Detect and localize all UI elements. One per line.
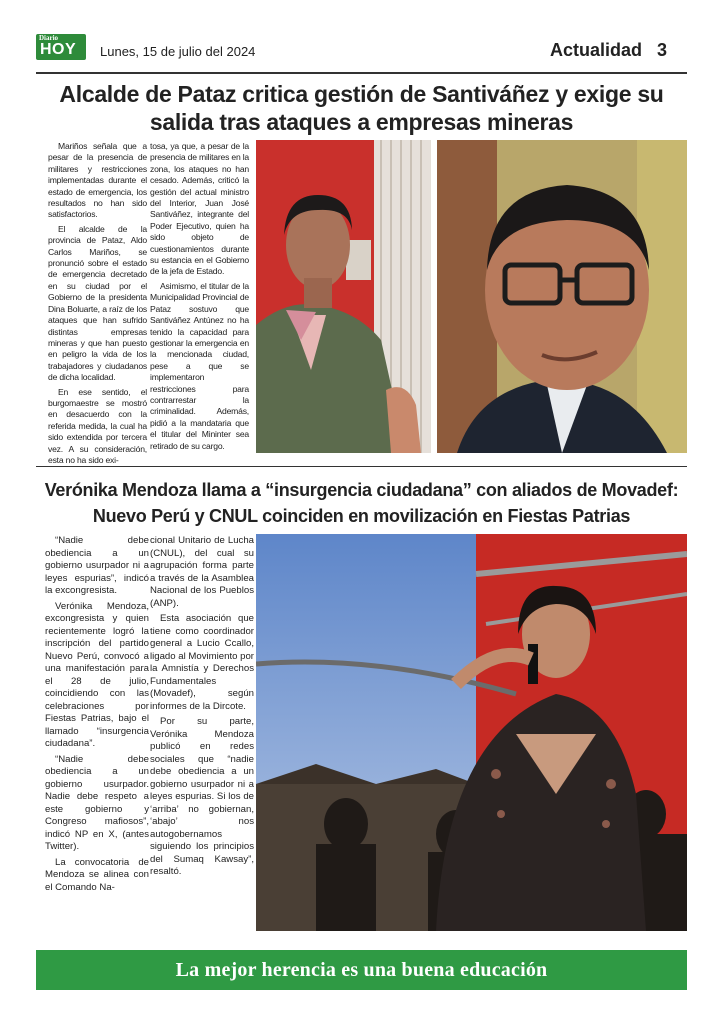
article2-column-2 [150, 535, 254, 882]
article1-column-2 [150, 141, 249, 455]
article2-paragraph: Verónika Mendoza, excongresista y quien recientemente logró la inscripción del partido Nuevo Perú, convocó a una manifestación para el 28 de julio, coincidiendo con las celebraciones por Fiestas Patrias, bajo el llamado “insurgencia ciudadana”. [45, 600, 149, 749]
page-number: 3 [657, 40, 668, 60]
section-title: Actualidad [550, 40, 643, 60]
article2-headline-line1: Verónika Mendoza llama a “insurgencia ciudadana” con aliados de Movadef: [44, 480, 679, 500]
header-rule [36, 72, 687, 74]
logo-big-text: HOY [40, 41, 77, 58]
minister-photo [437, 140, 687, 453]
article2-paragraph: Por su parte, Verónika Mendoza publicó en redes sociales que “nadie debe obediencia a un gobierno usurpador ni a leyes espurias. Si los de ‘arriba’ no gobiernan, ‘abajo’ nos autogobernamos siguiendo los principios del Sumaq Kawsay”, resaltó. [150, 716, 254, 877]
issue-date: Lunes, 15 de julio del 2024 [100, 44, 256, 59]
article1-paragraph: En ese sentido, el burgomaestre se mostró en desacuerdo con la referida medida, la cual ha sido extendida por tercera vez. A su consideración, esta no ha sido exi- [48, 386, 147, 465]
article1-paragraph: tosa, ya que, a pesar de la presencia de militares en la zona, los ataques no han cesado. Además, criticó la gestión del actual ministro del Interior, Juan José Santiváñez, integrante del Poder Ejecutivo, quien ha sido objeto de cuestionamientos durante su estancia en el Gobierno de la jefa de Estado. [150, 141, 250, 277]
footer-banner [36, 950, 687, 990]
article-divider [36, 466, 687, 467]
article1-paragraph: Asimismo, el titular de la Municipalidad Provincial de Pataz sostuvo que Santiváñez Antúnez no ha tenido la capacidad para gestionar la emergencia en la mencionada ciudad, pese a que se implementaron restricciones para contrarrestar la criminalidad. Además, pidió a la mandataria que el titular del Mininter sea retirado de su cargo. [150, 280, 249, 451]
article2-paragraph: La convocatoria de Mendoza se alinea con el Comando Na- [45, 856, 149, 893]
article2-headline [36, 477, 687, 529]
article1-headline-line2: salida tras ataques a empresas mineras [149, 109, 574, 135]
article1-column-1 [48, 141, 147, 469]
rally-photo [256, 534, 687, 931]
article2-paragraph: “Nadie debe obediencia a un gobierno usurpador ni a leyes espurias”, indicó la excongresista. [45, 535, 149, 596]
mayor-photo [256, 140, 431, 453]
banner-text: La mejor herencia es una buena educación [175, 958, 548, 981]
article2-paragraph: Esta asociación que tiene como coordinador general a Lucio Ccallo, ligado al Movimiento por la Amnistía y Derechos Fundamentales (Movadef), según informes de la Dircote. [150, 613, 254, 712]
logo-small-text: Diario [39, 34, 59, 42]
article2-headline-line2: Nuevo Perú y CNUL coinciden en movilización en Fiestas Patrias [92, 506, 631, 526]
article2-paragraph: cional Unitario de Lucha (CNUL), del cual su agrupación forma parte a través de la Asamblea Nacional de los Pueblos (ANP). [150, 535, 254, 609]
article1-headline-line1: Alcalde de Pataz critica gestión de Santiváñez y exige su [59, 81, 664, 107]
article2-paragraph: “Nadie debe obediencia a un gobierno usurpador. Nadie debe respeto a este gobierno y Congreso mafiosos”, indicó NP en X, (antes Twitter). [45, 753, 149, 852]
article1-paragraph: El alcalde de la provincia de Pataz, Aldo Carlos Mariños, se pronunció sobre el estado de emergencia decretado en su ciudad por el Gobierno de la presidenta Dina Boluarte, a raíz de los ataques que han sufrido distintas empresas mineras y que han puesto en peligro la vida de los trabajadores y ciudadanos de dicha localidad. [48, 223, 147, 383]
article2-column-1 [45, 535, 149, 897]
article1-headline [36, 80, 687, 136]
newspaper-logo [36, 34, 86, 60]
article1-paragraph: Mariños señala que a pesar de la presencia de militares y restricciones implementadas durante el estado de emergencia, los resultados no han sido satisfactorios. [48, 141, 147, 220]
